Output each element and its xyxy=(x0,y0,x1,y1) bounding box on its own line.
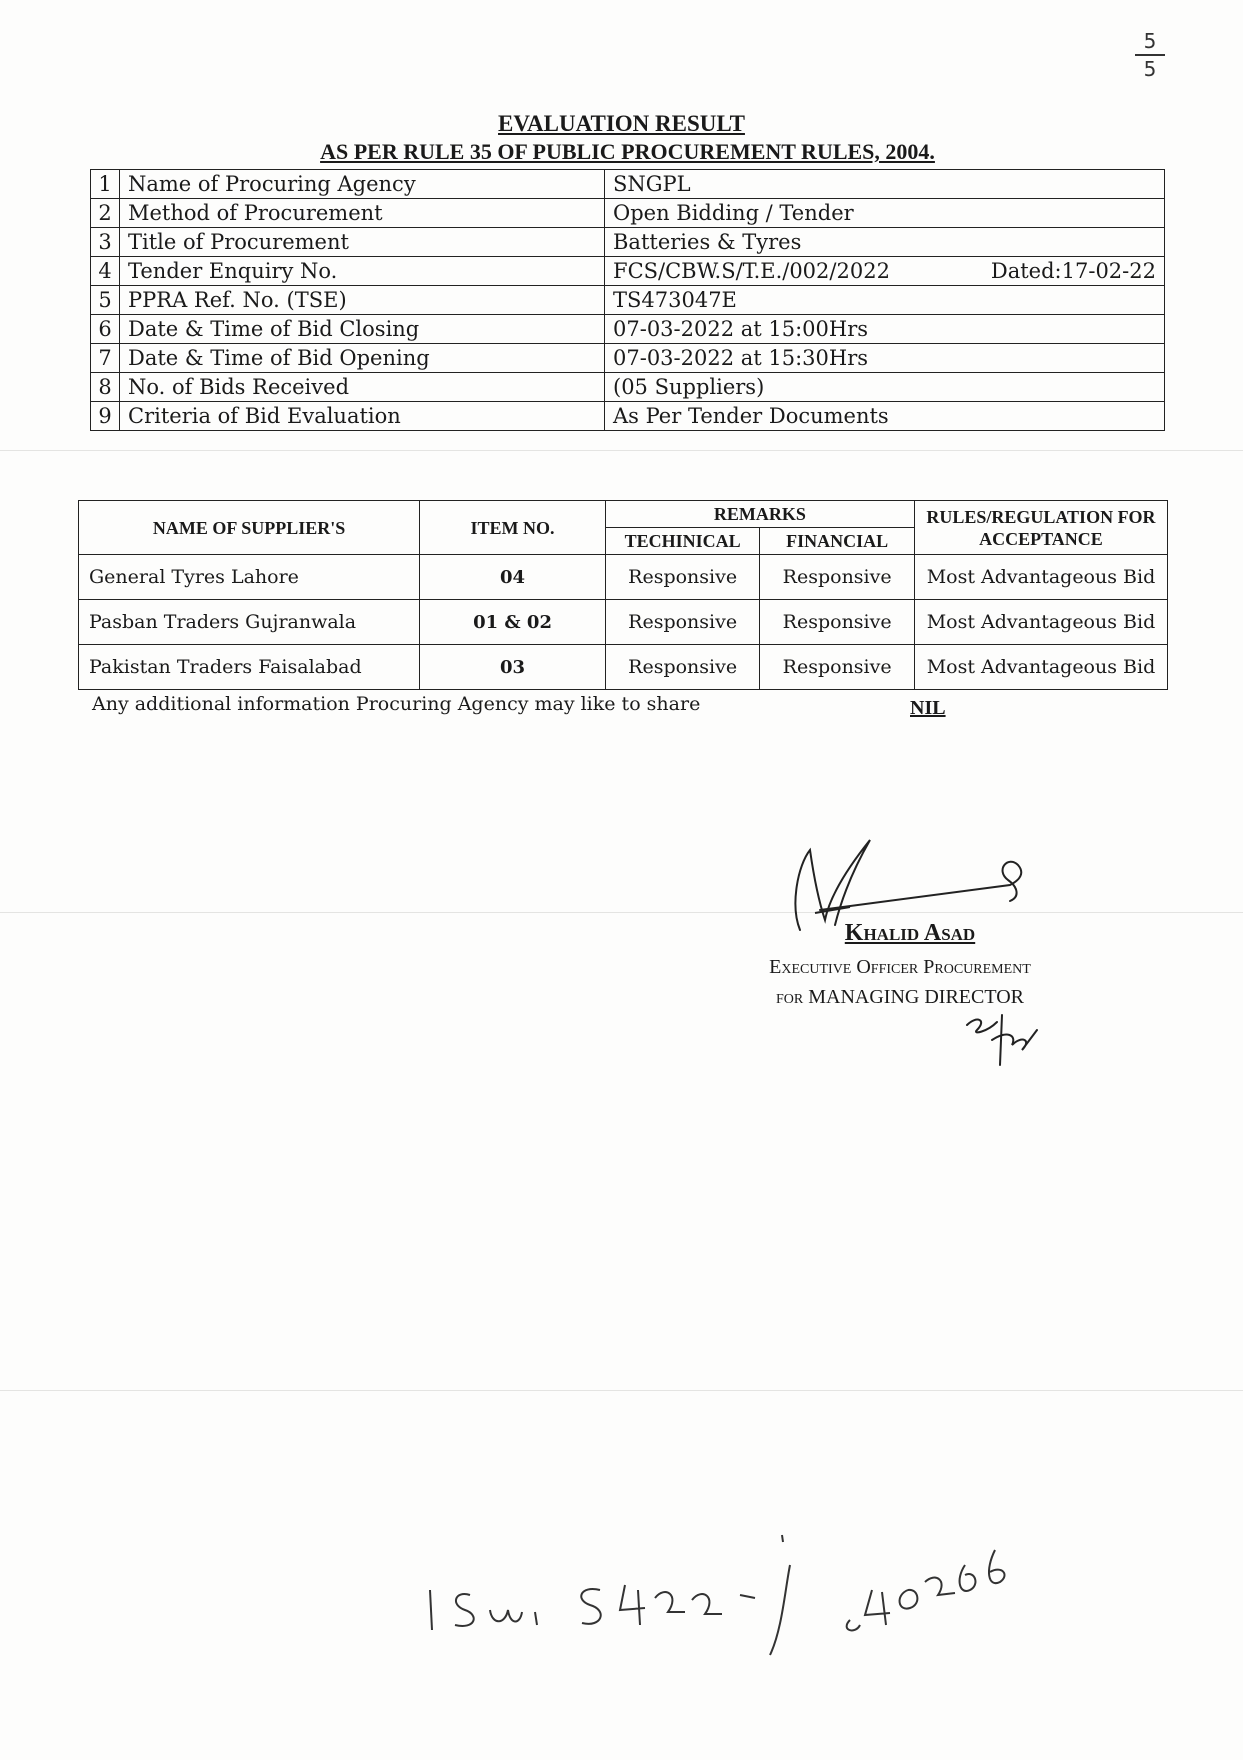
technical-remark: Responsive xyxy=(605,555,760,600)
financial-remark: Responsive xyxy=(760,600,915,645)
info-row-number: 9 xyxy=(91,402,120,431)
supplier-name: Pasban Traders Gujranwala xyxy=(79,600,420,645)
fold-line xyxy=(0,450,1243,451)
info-row-value: Batteries & Tyres xyxy=(605,228,1165,257)
info-row xyxy=(91,170,1165,199)
info-row-value: SNGPL xyxy=(605,170,1165,199)
info-row-value: As Per Tender Documents xyxy=(605,402,1165,431)
signatory-on-behalf xyxy=(720,982,1080,1012)
procurement-info-table xyxy=(90,169,1165,431)
info-row-label: Method of Procurement xyxy=(120,199,605,228)
evaluation-row xyxy=(79,645,1168,690)
title-line-1: EVALUATION RESULT xyxy=(498,111,745,136)
header-technical: TECHINICAL xyxy=(605,528,760,555)
info-row-value: TS473047E xyxy=(605,286,1165,315)
page-number-mark xyxy=(1130,30,1170,80)
info-row-number: 7 xyxy=(91,344,120,373)
header-financial: FINANCIAL xyxy=(760,528,915,555)
financial-remark: Responsive xyxy=(760,645,915,690)
info-row xyxy=(91,199,1165,228)
header-supplier: NAME OF SUPPLIER'S xyxy=(79,501,420,555)
info-row-label: No. of Bids Received xyxy=(120,373,605,402)
supplier-name: Pakistan Traders Faisalabad xyxy=(79,645,420,690)
header-remarks: REMARKS xyxy=(605,501,914,528)
signatory-name: Khalid Asad xyxy=(844,920,976,946)
info-row-label: Name of Procuring Agency xyxy=(120,170,605,199)
initials-drawing xyxy=(962,1010,1042,1070)
info-row-label: Date & Time of Bid Opening xyxy=(120,344,605,373)
acceptance-rule: Most Advantageous Bid xyxy=(914,600,1167,645)
info-row-number: 1 xyxy=(91,170,120,199)
signatory-block xyxy=(720,918,1080,1012)
tender-enquiry-number: FCS/CBW.S/T.E./002/2022 xyxy=(613,259,890,283)
info-row xyxy=(91,402,1165,431)
document-title xyxy=(0,110,1243,166)
tender-enquiry-date: Dated:17-02-22 xyxy=(990,259,1156,283)
info-row-value: Open Bidding / Tender xyxy=(605,199,1165,228)
acceptance-rule: Most Advantageous Bid xyxy=(914,555,1167,600)
handwritten-note-drawing xyxy=(410,1520,1090,1660)
info-row xyxy=(91,257,1165,286)
info-row-number: 5 xyxy=(91,286,120,315)
evaluation-row xyxy=(79,600,1168,645)
financial-remark: Responsive xyxy=(760,555,915,600)
fold-line xyxy=(0,1390,1243,1391)
info-row xyxy=(91,228,1165,257)
page-mark-bottom: 5 xyxy=(1143,57,1157,81)
additional-information-value: NIL xyxy=(910,697,946,719)
info-row-value: 07-03-2022 at 15:00Hrs xyxy=(605,315,1165,344)
info-row-label: Criteria of Bid Evaluation xyxy=(120,402,605,431)
item-number: 01 & 02 xyxy=(420,600,606,645)
technical-remark: Responsive xyxy=(605,645,760,690)
title-line-2: AS PER RULE 35 OF PUBLIC PROCUREMENT RULES, 2004. xyxy=(320,139,935,164)
header-rules-regulation: RULES/REGULATION FOR ACCEPTANCE xyxy=(914,501,1167,555)
info-row-label: Title of Procurement xyxy=(120,228,605,257)
info-row-number: 2 xyxy=(91,199,120,228)
info-row-label: Tender Enquiry No. xyxy=(120,257,605,286)
item-number: 04 xyxy=(420,555,606,600)
page-mark-divider xyxy=(1135,54,1165,56)
info-row-number: 8 xyxy=(91,373,120,402)
info-row-value: (05 Suppliers) xyxy=(605,373,1165,402)
supplier-name: General Tyres Lahore xyxy=(79,555,420,600)
item-number: 03 xyxy=(420,645,606,690)
info-row xyxy=(91,344,1165,373)
evaluation-header-row xyxy=(79,501,1168,528)
info-row-number: 3 xyxy=(91,228,120,257)
signatory-title: Executive Officer Procurement xyxy=(769,956,1031,978)
info-row-label: Date & Time of Bid Closing xyxy=(120,315,605,344)
info-row xyxy=(91,315,1165,344)
info-row-number: 4 xyxy=(91,257,120,286)
additional-information-label: Any additional information Procuring Agency may like to share xyxy=(92,693,701,715)
info-row-value: 07-03-2022 at 15:30Hrs xyxy=(605,344,1165,373)
info-row-value-with-date xyxy=(605,257,1165,286)
acceptance-rule: Most Advantageous Bid xyxy=(914,645,1167,690)
page-mark-top: 5 xyxy=(1143,29,1157,53)
evaluation-row xyxy=(79,555,1168,600)
info-row xyxy=(91,286,1165,315)
header-item-no: ITEM NO. xyxy=(420,501,606,555)
info-row-label: PPRA Ref. No. (TSE) xyxy=(120,286,605,315)
evaluation-table xyxy=(78,500,1168,690)
info-row xyxy=(91,373,1165,402)
technical-remark: Responsive xyxy=(605,600,760,645)
fold-line xyxy=(0,912,1243,913)
for-word: for xyxy=(776,986,804,1008)
info-row-number: 6 xyxy=(91,315,120,344)
for-whom: MANAGING DIRECTOR xyxy=(808,986,1024,1008)
